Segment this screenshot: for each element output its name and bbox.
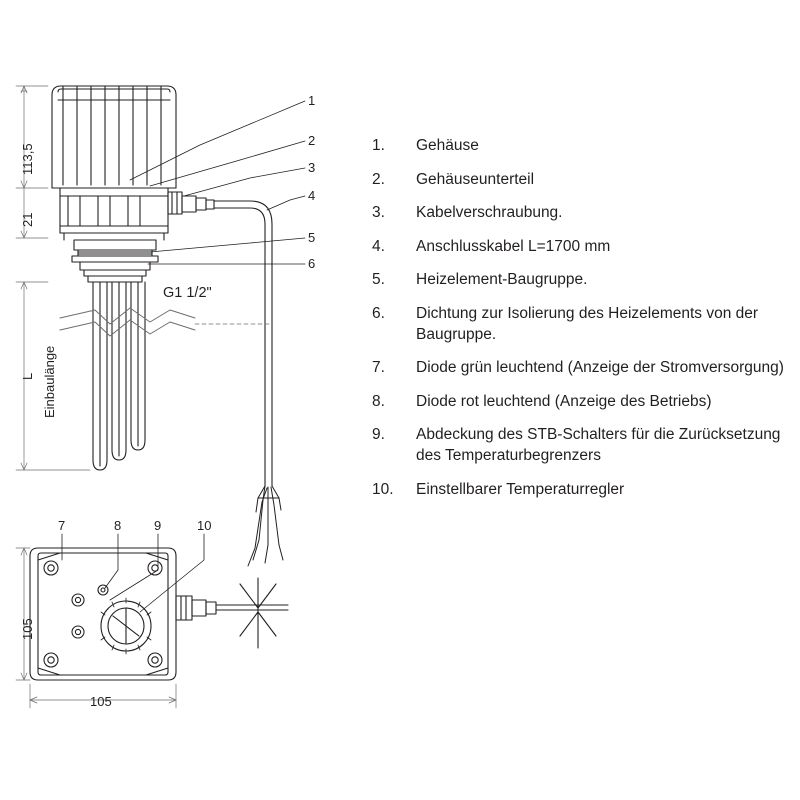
legend-label: Heizelement-Baugruppe. (416, 271, 588, 289)
housing-lower-part (60, 188, 168, 240)
callout-10: 10 (197, 518, 212, 533)
callout-3: 3 (308, 160, 316, 175)
heating-element-flange (72, 240, 158, 282)
dimension-length-symbol: L (20, 372, 35, 380)
legend-number: 7. (372, 359, 385, 377)
legend-number: 9. (372, 426, 385, 444)
legend-label: Diode rot leuchtend (Anzeige des Betriebs) (416, 392, 712, 410)
legend-list (372, 136, 792, 513)
heating-rods (93, 282, 145, 470)
list-item (372, 136, 792, 157)
legend-label: Kabelverschraubung. (416, 204, 563, 222)
list-item (372, 170, 792, 191)
legend-label: Abdeckung des STB-Schalters für die Zurücksetzung des Temperaturbegrenzers (416, 426, 781, 465)
list-item (372, 425, 792, 466)
legend-number: 3. (372, 204, 385, 222)
legend-number: 8. (372, 392, 385, 410)
callout-leaders-bottom (62, 534, 204, 612)
callout-4: 4 (308, 188, 316, 203)
dimension-box-width: 105 (90, 694, 112, 709)
list-item (372, 304, 792, 345)
bottom-view-gland (176, 578, 288, 648)
dimension-length-word: Einbaulänge (42, 345, 57, 418)
callout-1: 1 (308, 93, 316, 108)
housing-upper-part (52, 86, 176, 188)
list-item (372, 270, 792, 291)
list-item (372, 480, 792, 501)
legend-label: Gehäuseunterteil (416, 170, 535, 188)
callout-8: 8 (114, 518, 122, 533)
list-item (372, 203, 792, 224)
legend-label: Diode grün leuchtend (Anzeige der Stromversorgung) (416, 359, 784, 377)
bottom-view-box (30, 548, 176, 680)
legend-label: Anschlusskabel L=1700 mm (416, 237, 611, 255)
legend-number: 4. (372, 237, 385, 255)
list-item (372, 358, 792, 379)
legend-number: 5. (372, 271, 385, 289)
break-line (60, 308, 195, 336)
legend-number: 2. (372, 170, 385, 188)
cable-gland (168, 192, 214, 214)
legend-label: Dichtung zur Isolierung des Heizelements von der Baugruppe. (416, 305, 759, 343)
legend-label: Einstellbarer Temperaturregler (416, 480, 625, 498)
dimension-lines-bottom (16, 548, 176, 708)
thread-size-label: G1 1/2" (163, 285, 212, 301)
legend-label: Gehäuse (416, 137, 479, 154)
list-item (372, 392, 792, 413)
list-item (372, 237, 792, 258)
callout-2: 2 (308, 133, 316, 148)
dimension-box-height: 105 (20, 618, 35, 640)
callout-5: 5 (308, 230, 316, 245)
callout-6: 6 (308, 256, 316, 271)
dimension-height-upper: 113,5 (20, 143, 35, 175)
callout-7: 7 (58, 518, 66, 533)
callout-9: 9 (154, 518, 162, 533)
dimension-height-mid: 21 (20, 212, 35, 227)
legend-number: 10. (372, 480, 394, 498)
cable-wire-ends (248, 486, 283, 566)
legend-number: 6. (372, 305, 385, 323)
legend-number: 1. (372, 137, 385, 154)
